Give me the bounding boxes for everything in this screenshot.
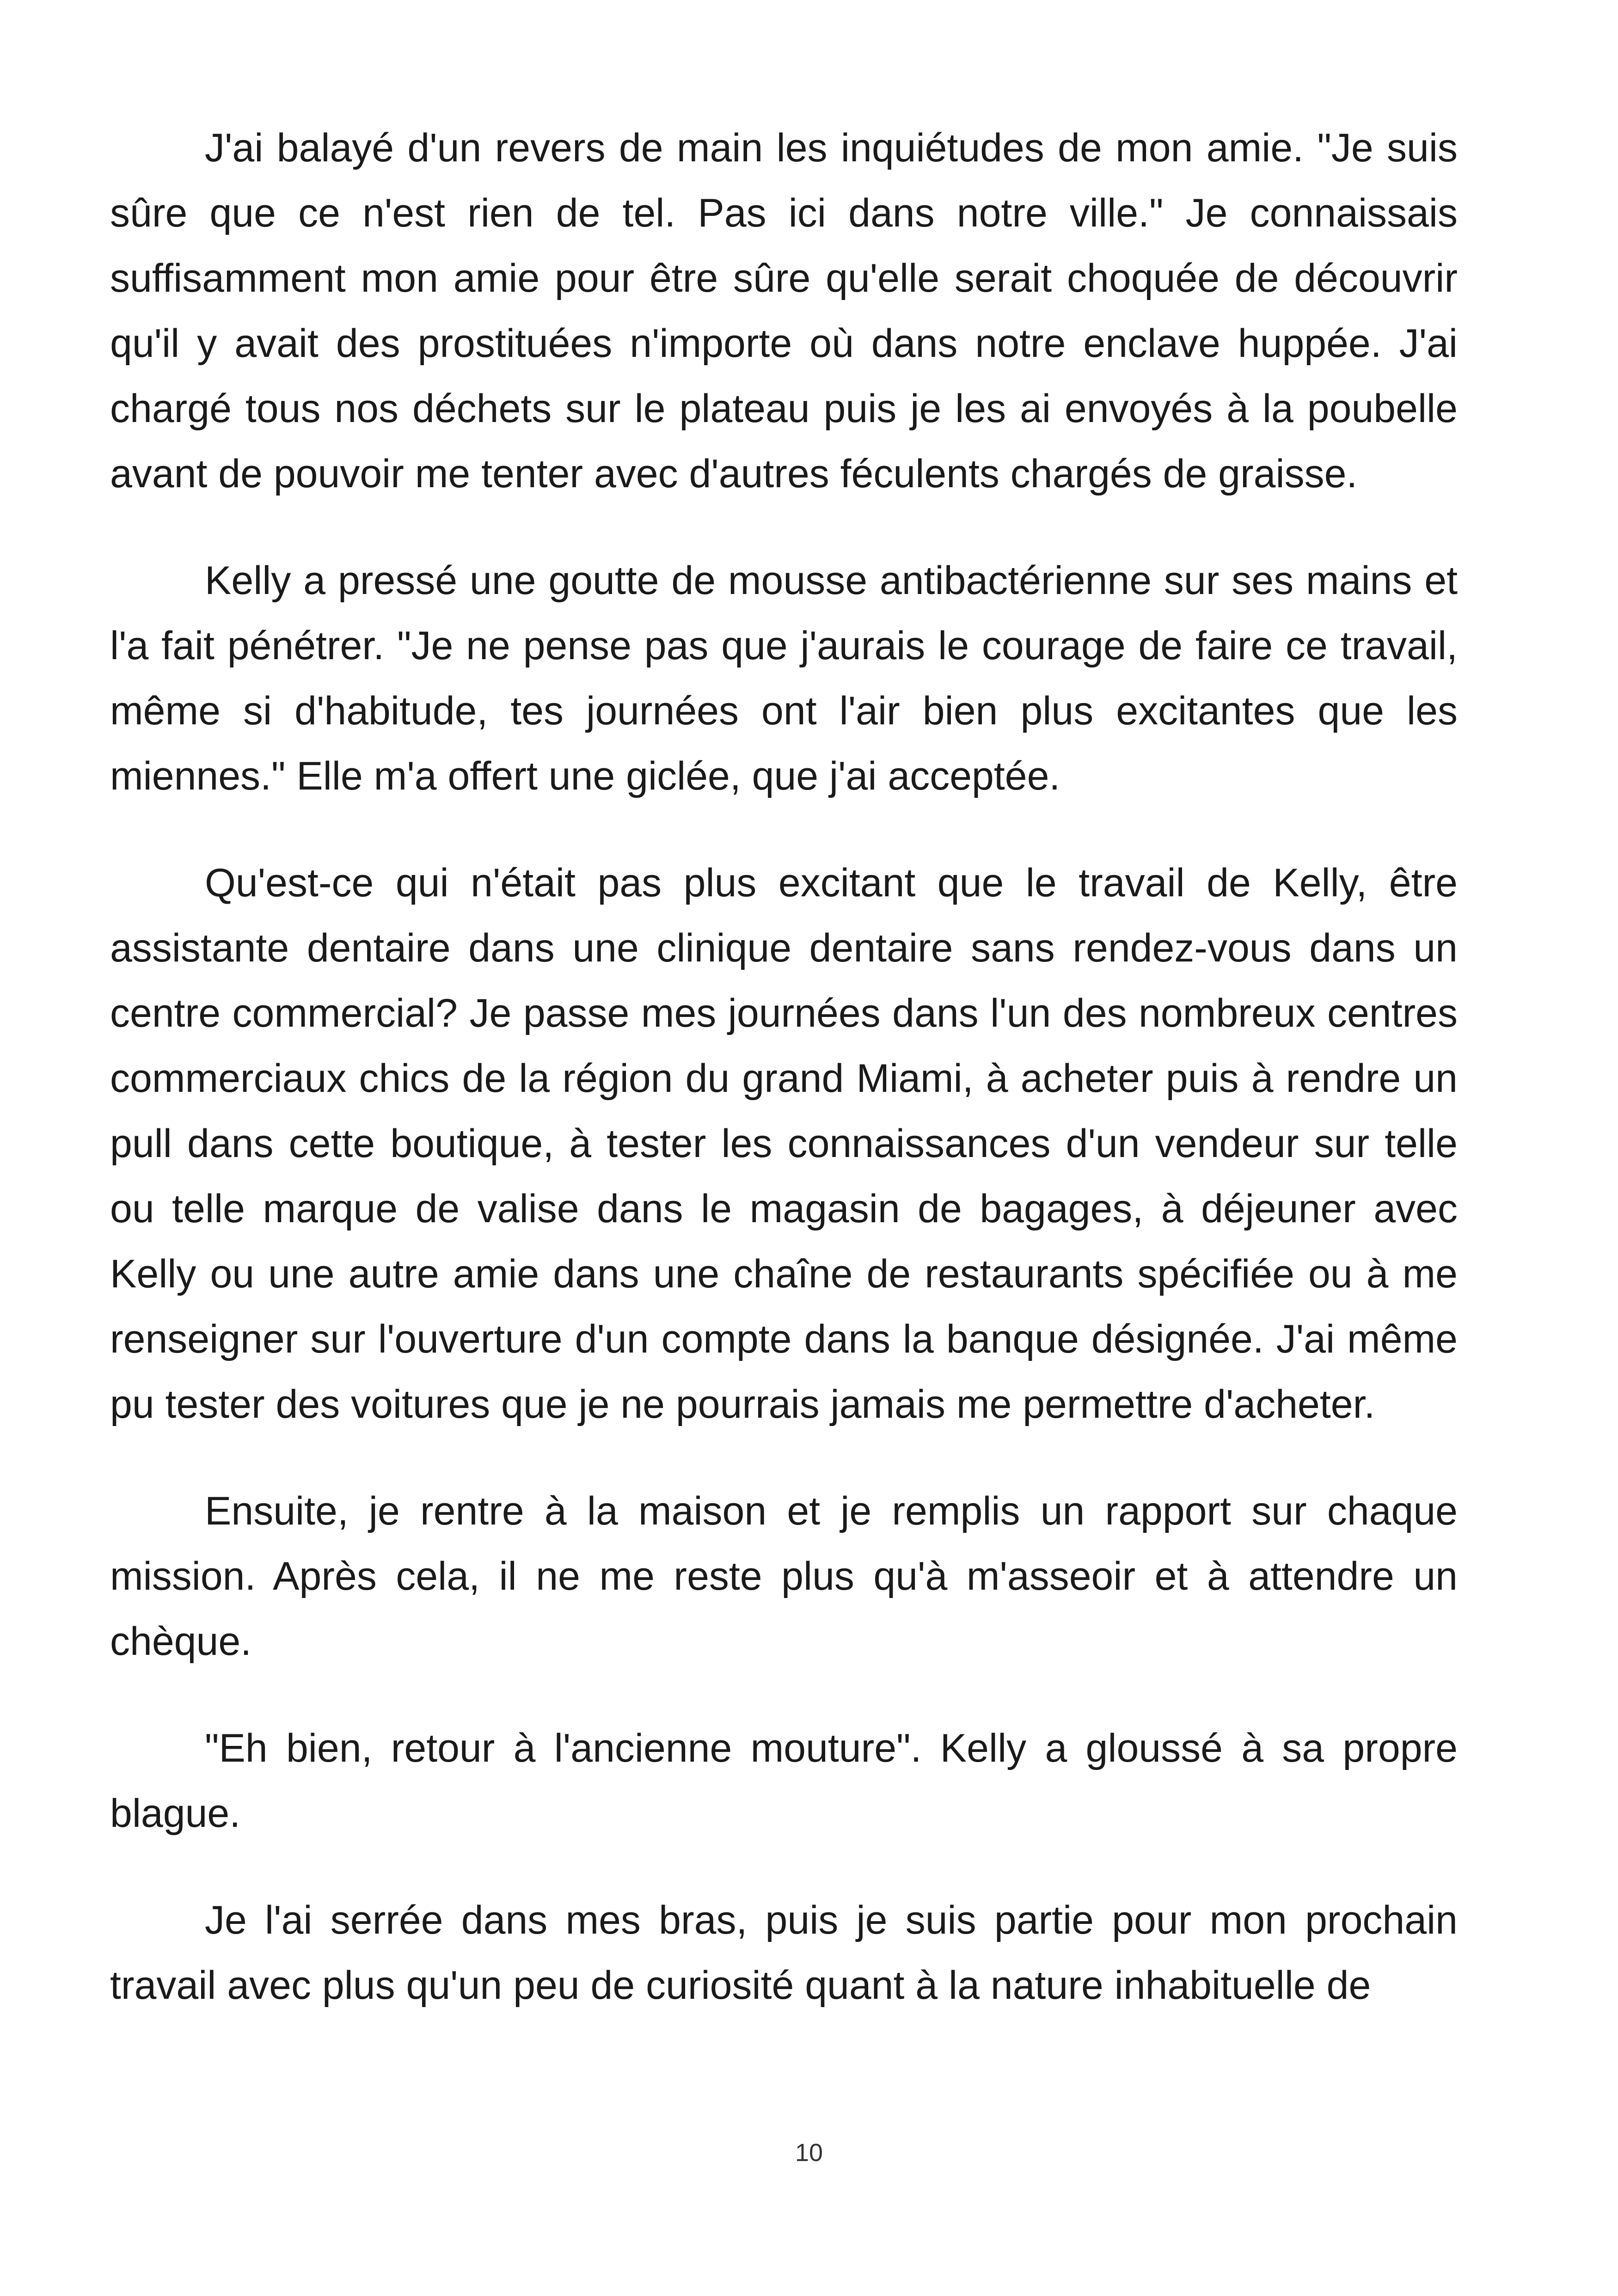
page-number: 10 (795, 2139, 823, 2167)
paragraph: Qu'est-ce qui n'était pas plus excitant que le travail de Kelly, être assistante dentaire dans une clinique dentaire sans rendez-vous dans un centre commercial? Je passe mes journées dans l'un des nombreux centres commerciaux chics de la région du grand Miami, à acheter puis à rendre un pull dans cette boutique, à tester les connaissances d'un vendeur sur telle ou telle marque de valise dans le magasin de bagages, à déjeuner avec Kelly ou une autre amie dans une chaîne de restaurants spécifiée ou à me renseigner sur l'ouverture d'un compte dans la banque désignée. J'ai même pu tester des voitures que je ne pourrais jamais me permettre d'acheter. (110, 861, 1458, 1427)
paragraph: Kelly a pressé une goutte de mousse antibactérienne sur ses mains et l'a fait pénétrer. "Je ne pense pas que j'aurais le courage de faire ce travail, même si d'habitude, tes journées ont l'air bien plus excitantes que les miennes." Elle m'a offert une giclée, que j'ai acceptée. (110, 558, 1458, 798)
paragraph: Ensuite, je rentre à la maison et je remplis un rapport sur chaque mission. Après cela, il ne me reste plus qu'à m'asseoir et à attendre un chèque. (110, 1489, 1458, 1664)
page-body (110, 116, 1458, 2060)
paragraph: Je l'ai serrée dans mes bras, puis je suis partie pour mon prochain travail avec plus qu'un peu de curiosité quant à la nature inhabituelle de (110, 1898, 1458, 2008)
paragraph: "Eh bien, retour à l'ancienne mouture". Kelly a gloussé à sa propre blague. (110, 1726, 1458, 1836)
paragraph: J'ai balayé d'un revers de main les inquiétudes de mon amie. "Je suis sûre que ce n'est rien de tel. Pas ici dans notre ville." Je connaissais suffisamment mon amie pour être sûre qu'elle serait choquée de découvrir qu'il y avait des prostituées n'importe où dans notre enclave huppée. J'ai chargé tous nos déchets sur le plateau puis je les ai envoyés à la poubelle avant de pouvoir me tenter avec d'autres féculents chargés de graisse. (110, 126, 1458, 496)
